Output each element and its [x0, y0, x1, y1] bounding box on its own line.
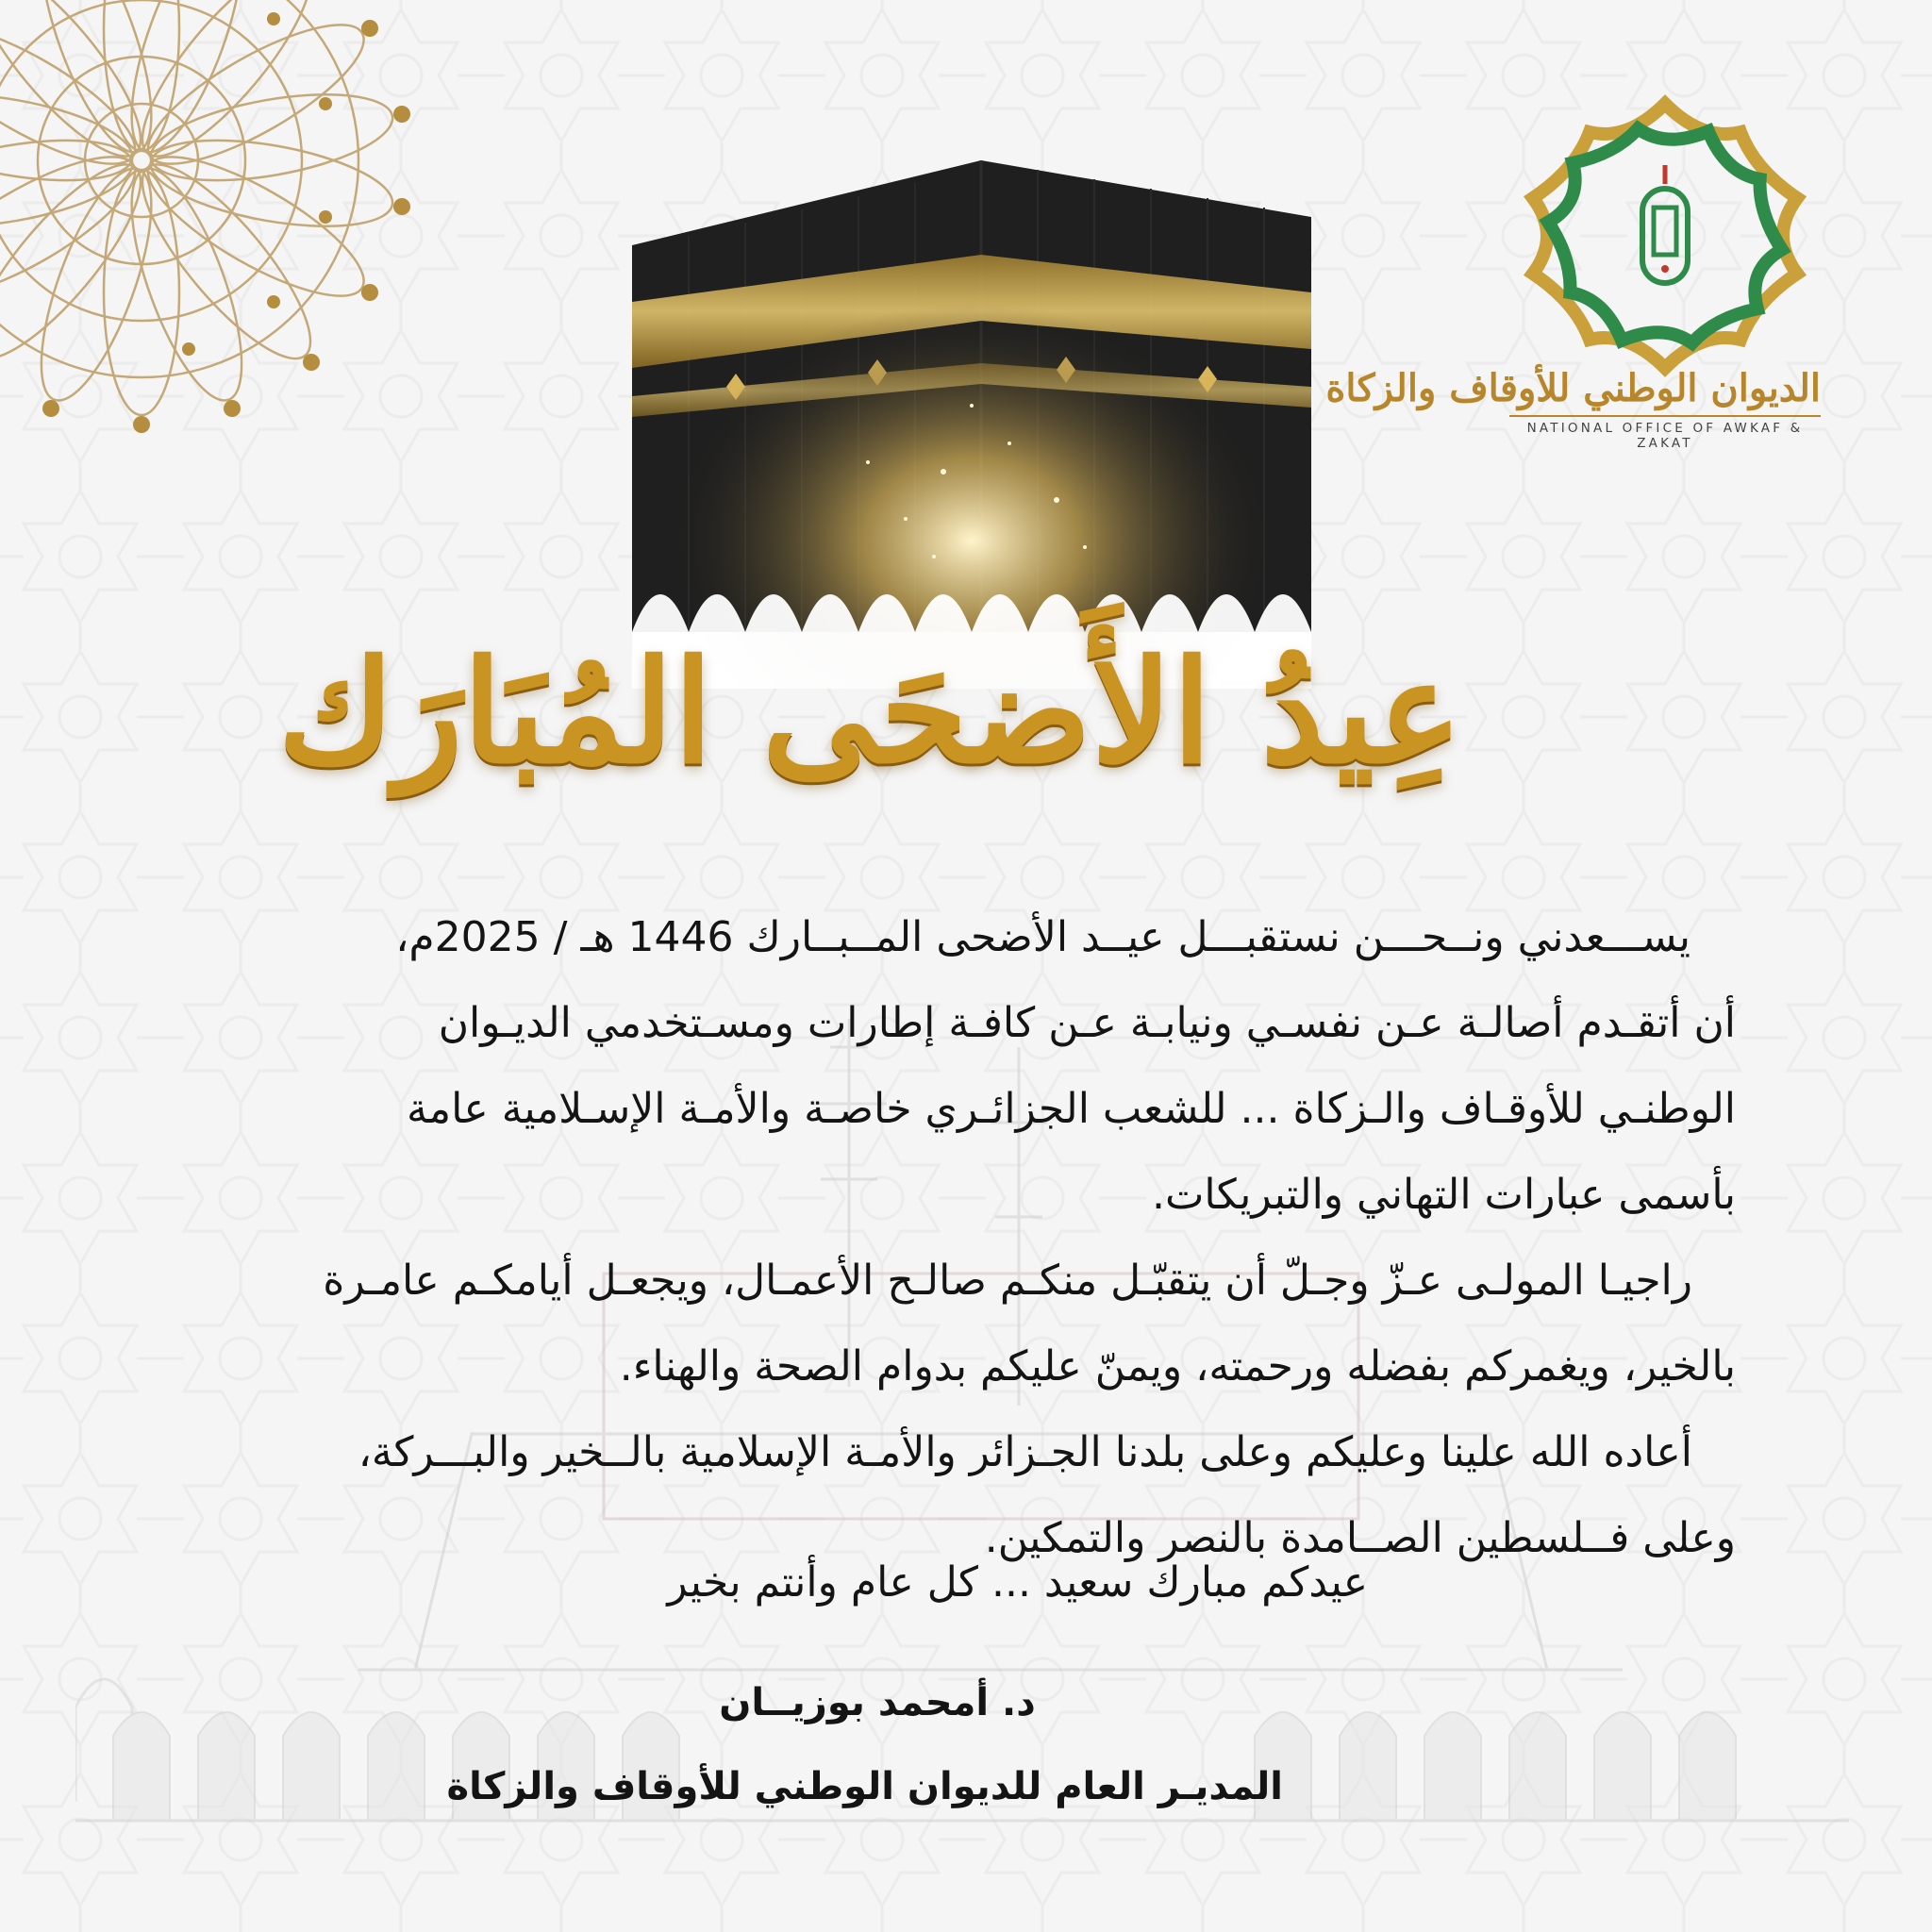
logo-title-english: NATIONAL OFFICE OF AWKAF & ZAKAT	[1509, 415, 1821, 451]
signatory-title: المديـر العام للديوان الوطني للأوقاف والزكاة	[446, 1765, 1283, 1808]
gold-mandala-ornament	[0, 0, 434, 453]
signatory-name: د. أمحمد بوزيــان	[719, 1681, 1036, 1724]
message-line: يســـعدني ونــحـــن نستقبـــل عيــد الأضحى المــبــارك 1446 هـ / 2025م،	[395, 913, 1690, 961]
eid-al-adha-calligraphy-title: عِيدُ الأَضحَى المُبَارَك	[277, 629, 1462, 795]
greeting-message	[226, 894, 1736, 1581]
message-line: وعلى فــلسطين الصــامدة بالنصر والتمكين.	[984, 1514, 1736, 1562]
message-line: راجيـا المولـى عـزّ وجـلّ أن يتقبّـل منكـم صالـح الأعمـال، ويجعـل أيامكـم عامـرة	[323, 1257, 1692, 1305]
message-line: أن أتقـدم أصالـة عـن نفسـي ونيابـة عـن كافـة إطارات ومسـتخدمي الديـوان	[438, 999, 1736, 1047]
message-line: بالخير، ويغمركم بفضله ورحمته، ويمنّ عليكم بدوام الصحة والهناء.	[619, 1342, 1736, 1391]
message-line: أعاده الله علينا وعليكم وعلى بلدنا الجـزائر والأمـة الإسلامية بالــخير والبـــركة،	[358, 1428, 1692, 1476]
closing-wish: عيدكم مبارك سعيد ... كل عام وأنتم بخير	[667, 1558, 1368, 1607]
message-line: بأسمى عبارات التهاني والتبريكات.	[1151, 1171, 1736, 1219]
logo-title-arabic: الديوان الوطني للأوقاف والزكاة	[1325, 366, 1821, 410]
message-line: الوطنـي للأوقـاف والـزكاة ... للشعب الجزائـري خاصـة والأمـة الإسـلامية عامة	[406, 1085, 1736, 1133]
